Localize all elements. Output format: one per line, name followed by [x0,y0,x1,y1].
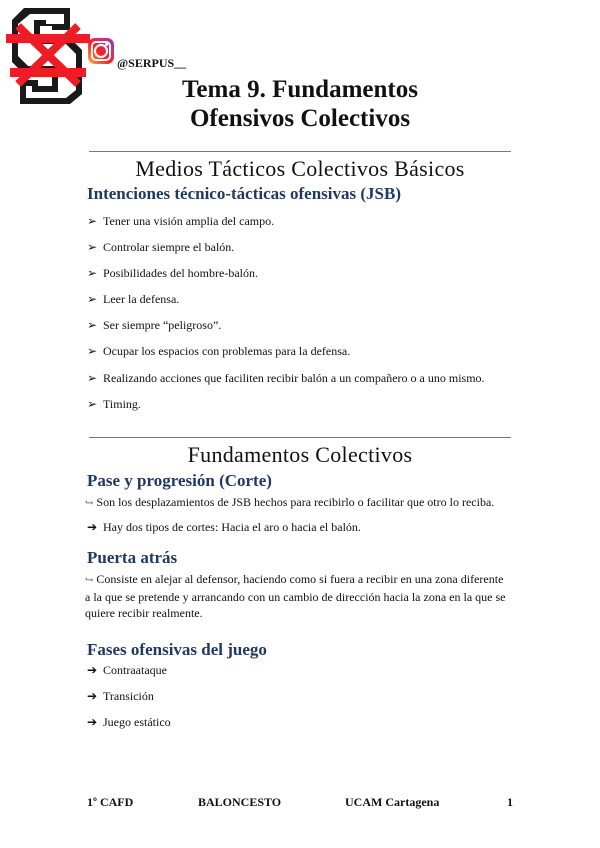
footer-school: UCAM Cartagena [345,795,440,809]
subheading-intenciones: Intenciones técnico-tácticas ofensivas (JSB) [87,184,401,203]
list-item: ➢ Posibilidades del hombre-balón. [87,266,258,280]
footer-course: 1º CAFD [87,795,134,809]
bullet-icon: ➢ [87,318,98,332]
list-item: ➢ Realizando acciones que faciliten recibir balón a un compañero o a uno mismo. [87,371,485,385]
bullet-icon: ➢ [87,214,98,228]
footer-subject: BALONCESTO [198,795,282,809]
curl-arrow-icon: ↪ [85,575,94,586]
subheading-fases: Fases ofensivas del juego [87,640,267,659]
list-item: ➢ Tener una visión amplia del campo. [87,214,275,228]
puerta-description: ↪ Consiste en alejar al defensor, haciendo como si fuera a recibir en una zona diferente a la que se pretende y arrancando con un cambio de dirección hacia la zona en la que se quiere recibir realmente. [85,572,506,620]
social-handle: @SERPUS__ [117,56,187,70]
list-item: ➢ Ser siempre “peligroso”. [87,318,222,332]
divider-2 [89,437,511,438]
document-title [0,75,600,133]
curl-arrow-icon: ↪ [85,498,94,509]
arrow-icon: ➔ [87,715,98,729]
list-item: ➢ Leer la defensa. [87,292,180,306]
bullet-icon: ➢ [87,344,98,358]
list-item: ➢ Timing. [87,397,141,411]
subheading-puerta: Puerta atrás [87,548,178,567]
subheading-pase: Pase y progresión (Corte) [87,471,272,490]
list-item: ➢ Ocupar los espacios con problemas para la defensa. [87,344,351,358]
divider-1 [89,151,511,152]
arrow-icon: ➔ [87,520,98,534]
bullet-icon: ➢ [87,266,98,280]
list-item: ➢ Controlar siempre el balón. [87,240,235,254]
title-line-1: Tema 9. Fundamentos [182,76,418,103]
bullet-icon: ➢ [87,371,98,385]
list-item: ➔ Juego estático [87,715,171,729]
arrow-icon: ➔ [87,689,98,703]
pase-description: ↪ Son los desplazamientos de JSB hechos para recibirlo o facilitar que otro lo reciba. [85,495,495,509]
bullet-icon: ➢ [87,397,98,411]
list-item: ➔ Hay dos tipos de cortes: Hacia el aro o hacia el balón. [87,520,361,534]
instagram-icon [88,38,114,64]
arrow-icon: ➔ [87,663,98,677]
bullet-icon: ➢ [87,292,98,306]
bullet-icon: ➢ [87,240,98,254]
list-item: ➔ Contraataque [87,663,167,677]
page-number: 1 [507,795,513,809]
title-line-2: Ofensivos Colectivos [189,105,411,132]
list-item: ➔ Transición [87,689,154,703]
section-heading-medios: Medios Tácticos Colectivos Básicos [135,156,465,181]
section-heading-fundamentos: Fundamentos Colectivos [187,442,413,467]
